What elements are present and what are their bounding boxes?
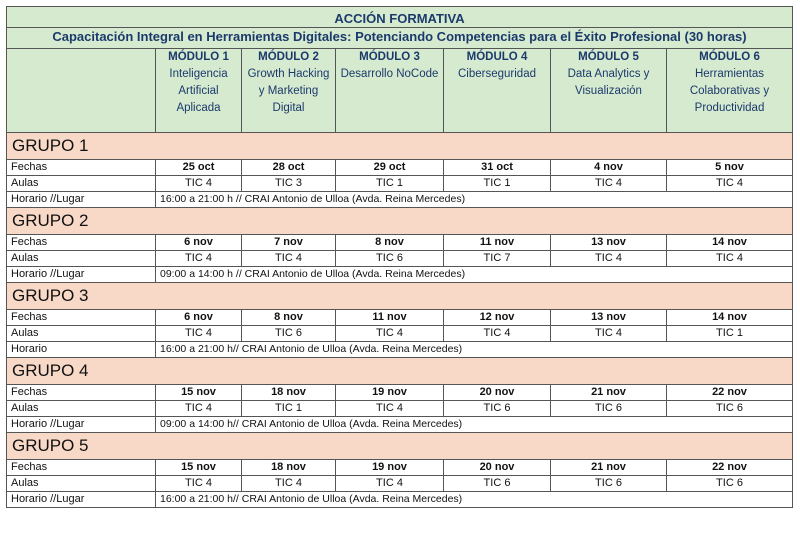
row-label: Horario //Lugar [7,417,156,433]
fechas-cell: 22 nov [667,385,793,401]
aulas-cell: TIC 4 [242,251,336,267]
module-3: MÓDULO 3 Desarrollo NoCode [336,49,444,133]
aulas-cell: TIC 6 [551,401,667,417]
fechas-cell: 18 nov [242,385,336,401]
row-label: Fechas [7,160,156,176]
group-horario-row [7,192,793,208]
group-title: GRUPO 4 [7,358,793,385]
group-title: GRUPO 3 [7,283,793,310]
aulas-cell: TIC 4 [156,476,242,492]
fechas-cell: 31 oct [444,160,551,176]
horario-lugar: 09:00 a 14:00 h // CRAI Antonio de Ulloa (Avda. Reina Mercedes) [156,267,793,283]
header-row [7,7,793,28]
aulas-cell: TIC 1 [667,326,793,342]
group-aulas-row [7,176,793,192]
group-header [7,433,793,460]
aulas-cell: TIC 1 [242,401,336,417]
module-6: MÓDULO 6 Herramientas Colaborativas y Productividad [667,49,793,133]
fechas-cell: 13 nov [551,310,667,326]
fechas-cell: 19 nov [336,385,444,401]
aulas-cell: TIC 7 [444,251,551,267]
aulas-cell: TIC 4 [336,326,444,342]
group-header [7,358,793,385]
aulas-cell: TIC 6 [444,476,551,492]
aulas-cell: TIC 4 [336,476,444,492]
schedule-sheet [6,6,792,508]
group-horario-row [7,342,793,358]
fechas-cell: 28 oct [242,160,336,176]
aulas-cell: TIC 6 [551,476,667,492]
fechas-cell: 19 nov [336,460,444,476]
aulas-cell: TIC 4 [667,251,793,267]
aulas-cell: TIC 4 [667,176,793,192]
module-5: MÓDULO 5 Data Analytics y Visualización [551,49,667,133]
aulas-cell: TIC 4 [242,476,336,492]
aulas-cell: TIC 3 [242,176,336,192]
row-label: Horario //Lugar [7,492,156,508]
aulas-cell: TIC 4 [551,326,667,342]
aulas-cell: TIC 6 [336,251,444,267]
fechas-cell: 20 nov [444,460,551,476]
group-fechas-row [7,385,793,401]
horario-lugar: 16:00 a 21:00 h// CRAI Antonio de Ulloa (Avda. Reina Mercedes) [156,492,793,508]
fechas-cell: 13 nov [551,235,667,251]
row-label: Aulas [7,251,156,267]
group-horario-row [7,267,793,283]
fechas-cell: 22 nov [667,460,793,476]
aulas-cell: TIC 6 [667,401,793,417]
group-aulas-row [7,326,793,342]
fechas-cell: 11 nov [336,310,444,326]
group-aulas-row [7,401,793,417]
fechas-cell: 18 nov [242,460,336,476]
fechas-cell: 8 nov [242,310,336,326]
group-header [7,283,793,310]
fechas-cell: 14 nov [667,235,793,251]
group-title: GRUPO 5 [7,433,793,460]
fechas-cell: 21 nov [551,460,667,476]
group-title: GRUPO 2 [7,208,793,235]
group-aulas-row [7,251,793,267]
module-1: MÓDULO 1 Inteligencia Artificial Aplicada [156,49,242,133]
row-label: Fechas [7,235,156,251]
aulas-cell: TIC 4 [156,401,242,417]
aulas-cell: TIC 4 [551,176,667,192]
row-label: Fechas [7,385,156,401]
schedule-table [6,6,793,508]
fechas-cell: 29 oct [336,160,444,176]
aulas-cell: TIC 1 [336,176,444,192]
horario-lugar: 16:00 a 21:00 h // CRAI Antonio de Ulloa (Avda. Reina Mercedes) [156,192,793,208]
aulas-cell: TIC 4 [551,251,667,267]
aulas-cell: TIC 1 [444,176,551,192]
fechas-cell: 20 nov [444,385,551,401]
row-label: Aulas [7,401,156,417]
row-label: Aulas [7,326,156,342]
fechas-cell: 11 nov [444,235,551,251]
row-label: Fechas [7,460,156,476]
modules-corner [7,49,156,133]
aulas-cell: TIC 4 [156,176,242,192]
fechas-cell: 21 nov [551,385,667,401]
group-fechas-row [7,310,793,326]
group-fechas-row [7,160,793,176]
aulas-cell: TIC 4 [444,326,551,342]
aulas-cell: TIC 4 [156,251,242,267]
group-fechas-row [7,235,793,251]
row-label: Horario //Lugar [7,267,156,283]
aulas-cell: TIC 6 [444,401,551,417]
fechas-cell: 14 nov [667,310,793,326]
row-label: Aulas [7,176,156,192]
modules-row [7,49,793,133]
aulas-cell: TIC 6 [242,326,336,342]
horario-lugar: 09:00 a 14:00 h// CRAI Antonio de Ulloa (Avda. Reina Mercedes) [156,417,793,433]
page-title: ACCIÓN FORMATIVA [7,7,793,28]
row-label: Fechas [7,310,156,326]
group-title: GRUPO 1 [7,133,793,160]
subtitle-row [7,28,793,49]
fechas-cell: 4 nov [551,160,667,176]
group-header [7,133,793,160]
row-label: Horario //Lugar [7,192,156,208]
horario-lugar: 16:00 a 21:00 h// CRAI Antonio de Ulloa (Avda. Reina Mercedes) [156,342,793,358]
module-4: MÓDULO 4 Ciberseguridad [444,49,551,133]
fechas-cell: 5 nov [667,160,793,176]
aulas-cell: TIC 6 [667,476,793,492]
fechas-cell: 7 nov [242,235,336,251]
row-label: Aulas [7,476,156,492]
fechas-cell: 15 nov [156,460,242,476]
group-horario-row [7,492,793,508]
fechas-cell: 6 nov [156,235,242,251]
course-subtitle: Capacitación Integral en Herramientas Digitales: Potenciando Competencias para el Éxito Profesional (30 horas) [7,28,793,49]
fechas-cell: 15 nov [156,385,242,401]
group-horario-row [7,417,793,433]
group-aulas-row [7,476,793,492]
fechas-cell: 25 oct [156,160,242,176]
module-2: MÓDULO 2 Growth Hacking y Marketing Digital [242,49,336,133]
group-fechas-row [7,460,793,476]
aulas-cell: TIC 4 [156,326,242,342]
fechas-cell: 8 nov [336,235,444,251]
fechas-cell: 12 nov [444,310,551,326]
row-label: Horario [7,342,156,358]
group-header [7,208,793,235]
fechas-cell: 6 nov [156,310,242,326]
aulas-cell: TIC 4 [336,401,444,417]
